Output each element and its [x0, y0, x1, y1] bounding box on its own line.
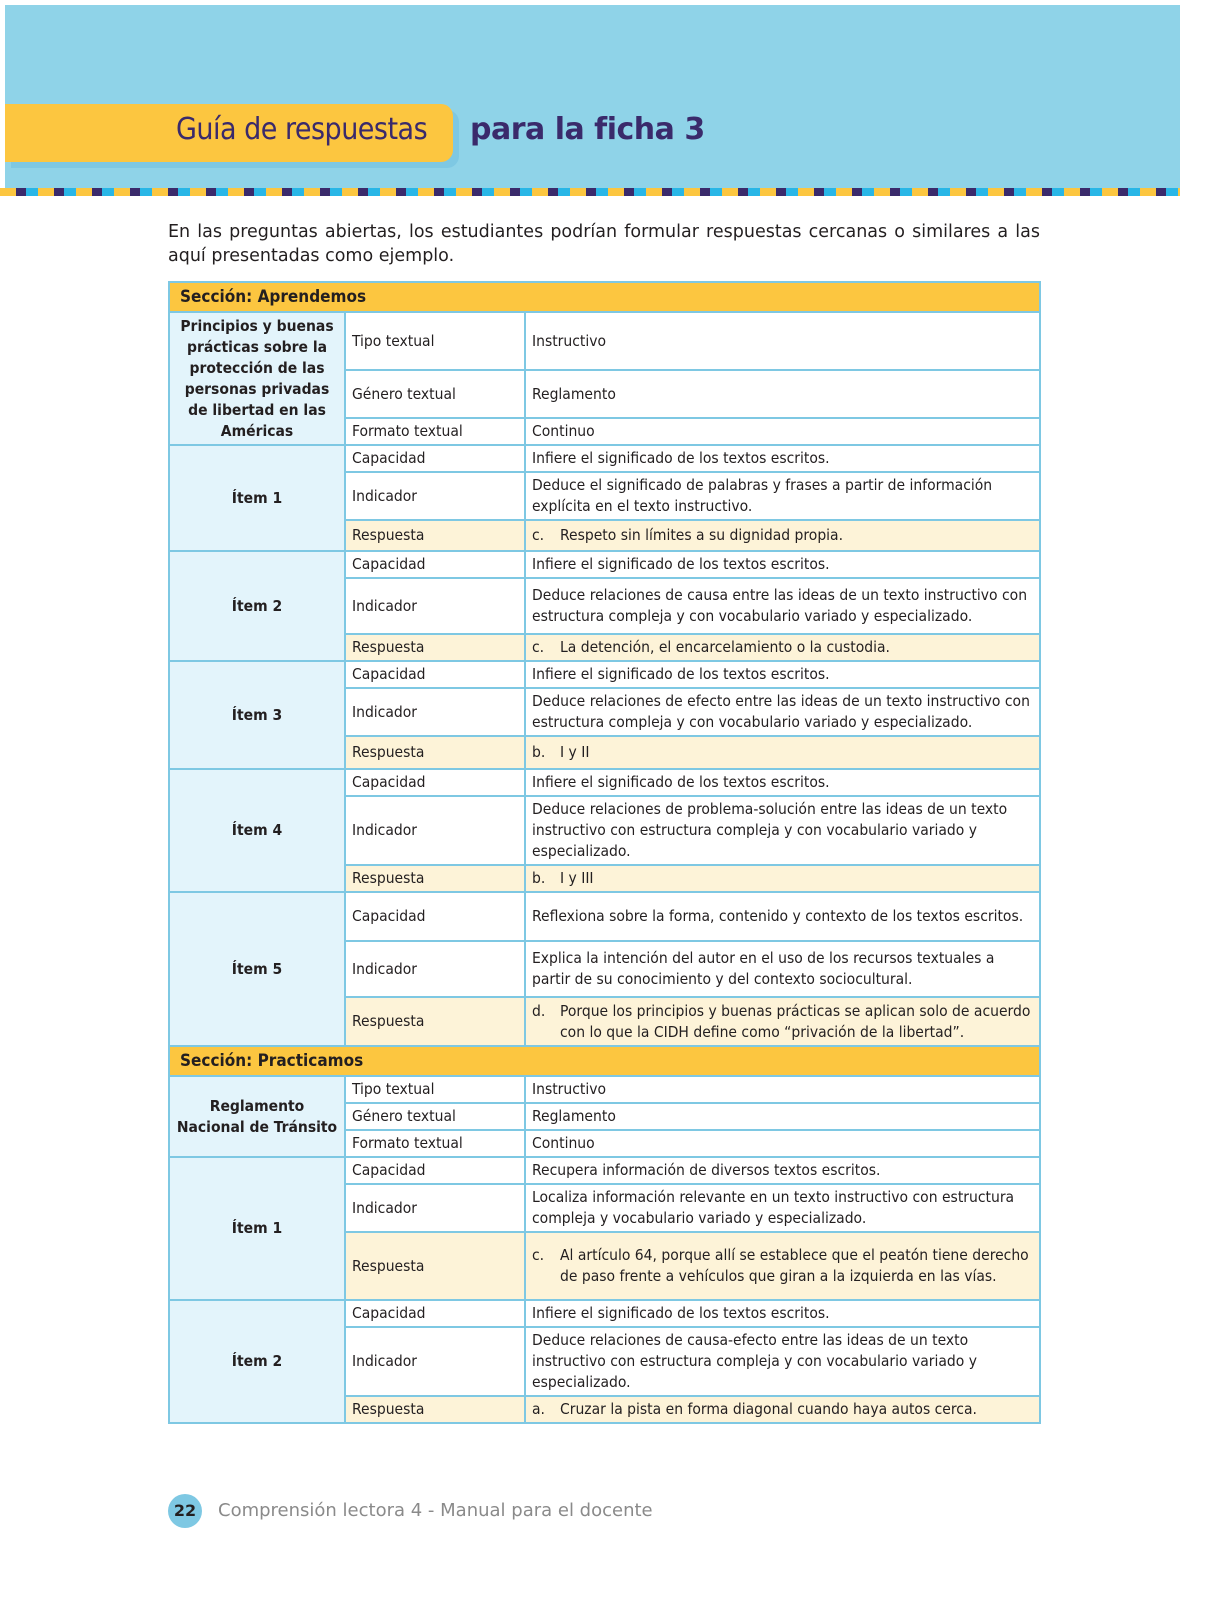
indicador-value: Localiza información relevante en un texto instructivo con estructura compleja y vocabulario variado y especializado. [525, 1184, 1040, 1232]
section-header: Sección: Aprendemos [169, 282, 1040, 312]
option-letter: a. [532, 1400, 545, 1418]
capacidad-value: Infiere el significado de los textos escritos. [525, 551, 1040, 578]
capacidad-value: Recupera información de diversos textos escritos. [525, 1157, 1040, 1184]
field-label: Capacidad [345, 661, 525, 688]
respuesta-value [525, 736, 1040, 769]
field-value: Reglamento [525, 370, 1040, 418]
field-label: Capacidad [345, 551, 525, 578]
page-number: 22 [168, 1494, 202, 1528]
option-letter: b. [532, 869, 546, 887]
option-text: I y II [560, 743, 590, 761]
header-banner [5, 5, 1180, 190]
respuesta-value [525, 865, 1040, 892]
field-label: Capacidad [345, 1300, 525, 1327]
capacidad-value: Infiere el significado de los textos escritos. [525, 769, 1040, 796]
field-value: Instructivo [525, 1076, 1040, 1103]
field-label: Capacidad [345, 892, 525, 941]
item-label: Ítem 2 [169, 1300, 345, 1423]
field-label: Indicador [345, 1327, 525, 1396]
text-title: Principios y buenas prácticas sobre la protección de las personas privadas de libertad en las Américas [169, 312, 345, 445]
field-label: Capacidad [345, 769, 525, 796]
capacidad-value: Infiere el significado de los textos escritos. [525, 661, 1040, 688]
capacidad-value: Infiere el significado de los textos escritos. [525, 445, 1040, 472]
field-label: Formato textual [345, 418, 525, 445]
section-header: Sección: Practicamos [169, 1046, 1040, 1076]
field-label: Respuesta [345, 1232, 525, 1300]
option-text: Cruzar la pista en forma diagonal cuando haya autos cerca. [560, 1400, 977, 1418]
item-label: Ítem 5 [169, 892, 345, 1046]
option-text: Porque los principios y buenas prácticas se aplican solo de acuerdo con lo que la CIDH define como “privación de la libertad”. [560, 1001, 1031, 1041]
item-label: Ítem 3 [169, 661, 345, 769]
field-label: Respuesta [345, 1396, 525, 1423]
respuesta-value [525, 520, 1040, 551]
capacidad-value: Infiere el significado de los textos escritos. [525, 1300, 1040, 1327]
field-label: Género textual [345, 370, 525, 418]
item-label: Ítem 4 [169, 769, 345, 892]
respuesta-value [525, 634, 1040, 661]
option-text: I y III [560, 869, 594, 887]
option-text: La detención, el encarcelamiento o la custodia. [560, 638, 890, 656]
dashed-divider [0, 188, 1180, 196]
respuesta-value [525, 997, 1040, 1046]
item-label: Ítem 1 [169, 1157, 345, 1300]
field-label: Género textual [345, 1103, 525, 1130]
option-letter: c. [532, 526, 545, 544]
option-letter: c. [532, 638, 545, 656]
field-label: Respuesta [345, 997, 525, 1046]
item-label: Ítem 2 [169, 551, 345, 661]
field-label: Indicador [345, 472, 525, 520]
indicador-value: Deduce relaciones de causa-efecto entre las ideas de un texto instructivo con estructura compleja y con vocabulario variado y especializado. [525, 1327, 1040, 1396]
capacidad-value: Reflexiona sobre la forma, contenido y contexto de los textos escritos. [525, 892, 1040, 941]
intro-paragraph: En las preguntas abiertas, los estudiantes podrían formular respuestas cercanas o similares a las aquí presentadas como ejemplo. [168, 222, 1040, 266]
field-value: Continuo [525, 418, 1040, 445]
field-label: Capacidad [345, 445, 525, 472]
field-label: Indicador [345, 1184, 525, 1232]
field-value: Reglamento [525, 1103, 1040, 1130]
page-title-right: para la ficha 3 [470, 112, 705, 147]
field-label: Indicador [345, 578, 525, 634]
field-value: Continuo [525, 1130, 1040, 1157]
field-label: Respuesta [345, 865, 525, 892]
field-label: Indicador [345, 796, 525, 865]
indicador-value: Deduce relaciones de efecto entre las ideas de un texto instructivo con estructura compleja y con vocabulario variado y especializado. [525, 688, 1040, 736]
option-letter: c. [532, 1246, 545, 1264]
field-label: Indicador [345, 941, 525, 997]
option-letter: b. [532, 743, 546, 761]
indicador-value: Explica la intención del autor en el uso de los recursos textuales a partir de su conocimiento y del contexto sociocultural. [525, 941, 1040, 997]
footer-text: Comprensión lectora 4 - Manual para el docente [218, 1500, 653, 1521]
indicador-value: Deduce relaciones de problema-solución entre las ideas de un texto instructivo con estructura compleja y con vocabulario variado y especializado. [525, 796, 1040, 865]
option-text: Respeto sin límites a su dignidad propia. [560, 526, 844, 544]
field-label: Respuesta [345, 736, 525, 769]
indicador-value: Deduce relaciones de causa entre las ideas de un texto instructivo con estructura compleja y con vocabulario variado y especializado. [525, 578, 1040, 634]
answers-table [168, 281, 1041, 1424]
field-label: Tipo textual [345, 312, 525, 370]
option-letter: d. [532, 1001, 546, 1020]
field-label: Respuesta [345, 634, 525, 661]
option-text: Al artículo 64, porque allí se establece que el peatón tiene derecho de paso frente a vehículos que giran a la izquierda en las vías. [560, 1246, 1029, 1285]
field-value: Instructivo [525, 312, 1040, 370]
item-label: Ítem 1 [169, 445, 345, 551]
page-title-left: Guía de respuestas [176, 112, 428, 147]
indicador-value: Deduce el significado de palabras y frases a partir de información explícita en el texto instructivo. [525, 472, 1040, 520]
respuesta-value [525, 1232, 1040, 1300]
field-label: Formato textual [345, 1130, 525, 1157]
field-label: Tipo textual [345, 1076, 525, 1103]
field-label: Indicador [345, 688, 525, 736]
field-label: Respuesta [345, 520, 525, 551]
text-title: Reglamento Nacional de Tránsito [169, 1076, 345, 1157]
field-label: Capacidad [345, 1157, 525, 1184]
respuesta-value [525, 1396, 1040, 1423]
